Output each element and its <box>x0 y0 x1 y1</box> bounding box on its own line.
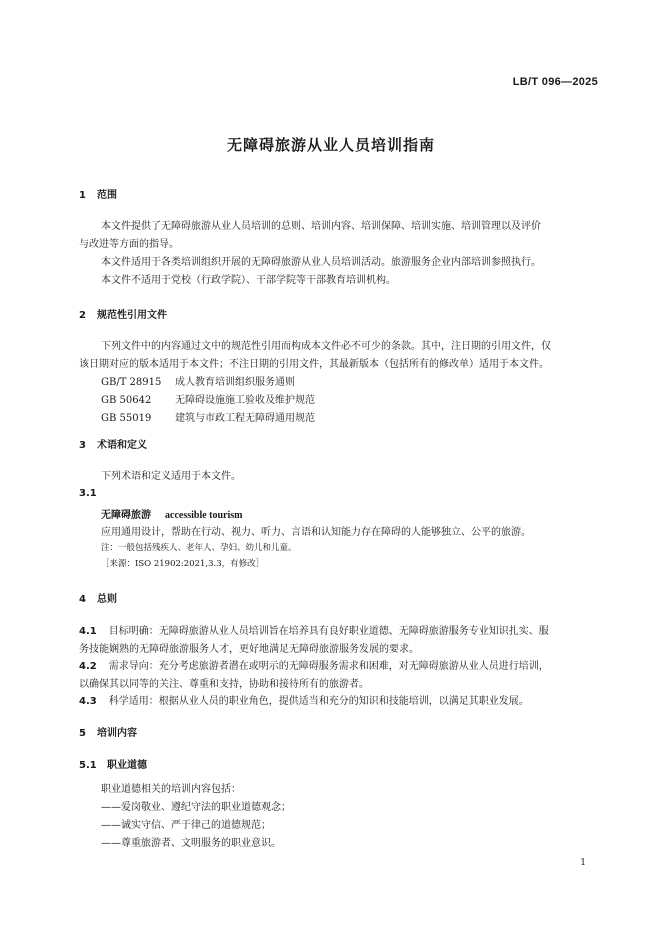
clause-4-3: 4.3 科学适用：根据从业人员的职业角色，提供适当和充分的知识和技能培训，以满足其职业发展。 <box>79 696 529 707</box>
clause-text: 根据从业人员的职业角色，提供适当和充分的知识和技能培训，以满足其职业发展。 <box>158 696 529 707</box>
paragraph-line: 本文件适用于各类培训组织开展的无障碍旅游从业人员培训活动。旅游服务企业内部培训参照执行。 <box>101 257 541 268</box>
paragraph-line: 以确保其以同等的关注、尊重和支持，协助和接待所有的旅游者。 <box>79 679 369 690</box>
reference-item <box>101 391 315 406</box>
clause-4-1: 4.1 目标明确：无障碍旅游从业人员培训旨在培养具有良好职业道德、无障碍旅游服务专业知识扎实、服 <box>79 626 549 637</box>
section-4-heading <box>79 590 117 605</box>
clause-label: 需求导向 <box>108 661 149 672</box>
paragraph-line: 该日期对应的版本适用于本文件；不注日期的引用文件，其最新版本（包括所有的修改单）适用于本文件。 <box>79 359 549 370</box>
paragraph-line: 下列文件中的内容通过文中的规范性引用而构成本文件必不可少的条款。其中，注日期的引用文件，仅 <box>101 341 551 352</box>
clause-4-2: 4.2 需求导向：充分考虑旅游者潜在或明示的无障碍服务需求和困难，对无障碍旅游从业人员进行培训， <box>79 661 549 672</box>
clause-number: 4.2 <box>79 661 97 672</box>
section-number: 1 <box>79 190 86 201</box>
section-title: 培训内容 <box>97 728 137 739</box>
reference-code: GB 50642 <box>101 395 152 406</box>
paragraph-line: 务技能娴熟的无障碍旅游服务人才，更好地满足无障碍旅游服务发展的要求。 <box>79 644 419 655</box>
reference-title: 成人教育培训组织服务通则 <box>175 377 295 388</box>
term-source: ［来源：ISO 21902:2021,3.3，有修改］ <box>101 559 265 569</box>
section-2-heading <box>79 306 167 321</box>
paragraph-line: 下列术语和定义适用于本文件。 <box>101 471 241 482</box>
paragraph-line: 本文件提供了无障碍旅游从业人员培训的总则、培训内容、培训保障、培训实施、培训管理以及评价 <box>101 221 541 232</box>
document-title: 无障碍旅游从业人员培训指南 <box>226 136 435 154</box>
section-title: 术语和定义 <box>97 440 147 451</box>
section-number: 4 <box>79 594 86 605</box>
subsection-5-1-heading <box>79 756 147 771</box>
section-number: 5 <box>79 728 86 739</box>
reference-title: 建筑与市政工程无障碍通用规范 <box>175 413 315 424</box>
paragraph-line: 与改进等方面的指导。 <box>79 239 179 250</box>
term-english: accessible tourism <box>165 510 243 521</box>
section-5-heading <box>79 724 137 739</box>
clause-text: 充分考虑旅游者潜在或明示的无障碍服务需求和困难，对无障碍旅游从业人员进行培训， <box>158 661 549 672</box>
term-number: 3.1 <box>79 488 97 499</box>
page-number: 1 <box>580 858 586 868</box>
list-item: ——诚实守信、严于律己的道德规范； <box>101 820 271 831</box>
clause-label: 目标明确 <box>108 626 149 637</box>
clause-number: 4.3 <box>79 696 97 707</box>
section-title: 总则 <box>97 594 117 605</box>
section-title: 范围 <box>97 190 117 201</box>
reference-item <box>101 409 315 424</box>
section-number: 2 <box>79 310 86 321</box>
standard-number: LB/T 096—2025 <box>512 76 598 88</box>
clause-text: 无障碍旅游从业人员培训旨在培养具有良好职业道德、无障碍旅游服务专业知识扎实、服 <box>158 626 549 637</box>
section-number: 3 <box>79 440 86 451</box>
list-item: ——爱岗敬业、遵纪守法的职业道德观念； <box>101 802 291 813</box>
paragraph-line: 本文件不适用于党校（行政学院）、干部学院等干部教育培训机构。 <box>101 275 396 286</box>
clause-number: 4.1 <box>79 626 97 637</box>
term-definition: 应用通用设计，帮助在行动、视力、听力、言语和认知能力存在障碍的人能够独立、公平的旅游。 <box>101 527 531 538</box>
subsection-title: 职业道德 <box>107 760 147 771</box>
reference-code: GB/T 28915 <box>101 377 162 388</box>
subsection-number: 5.1 <box>79 760 97 771</box>
term-chinese: 无障碍旅游 <box>101 510 151 521</box>
reference-title: 无障碍设施施工验收及维护规范 <box>175 395 315 406</box>
term-entry <box>101 506 243 521</box>
section-1-heading <box>79 186 117 201</box>
term-note: 注：一般包括残疾人、老年人、孕妇、幼儿和儿童。 <box>101 543 297 553</box>
list-item: ——尊重旅游者、文明服务的职业意识。 <box>101 838 281 849</box>
paragraph-line: 职业道德相关的培训内容包括： <box>101 784 241 795</box>
clause-label: 科学适用 <box>108 696 149 707</box>
reference-item <box>101 373 295 388</box>
section-title: 规范性引用文件 <box>97 310 167 321</box>
section-3-heading <box>79 436 147 451</box>
reference-code: GB 55019 <box>101 413 152 424</box>
